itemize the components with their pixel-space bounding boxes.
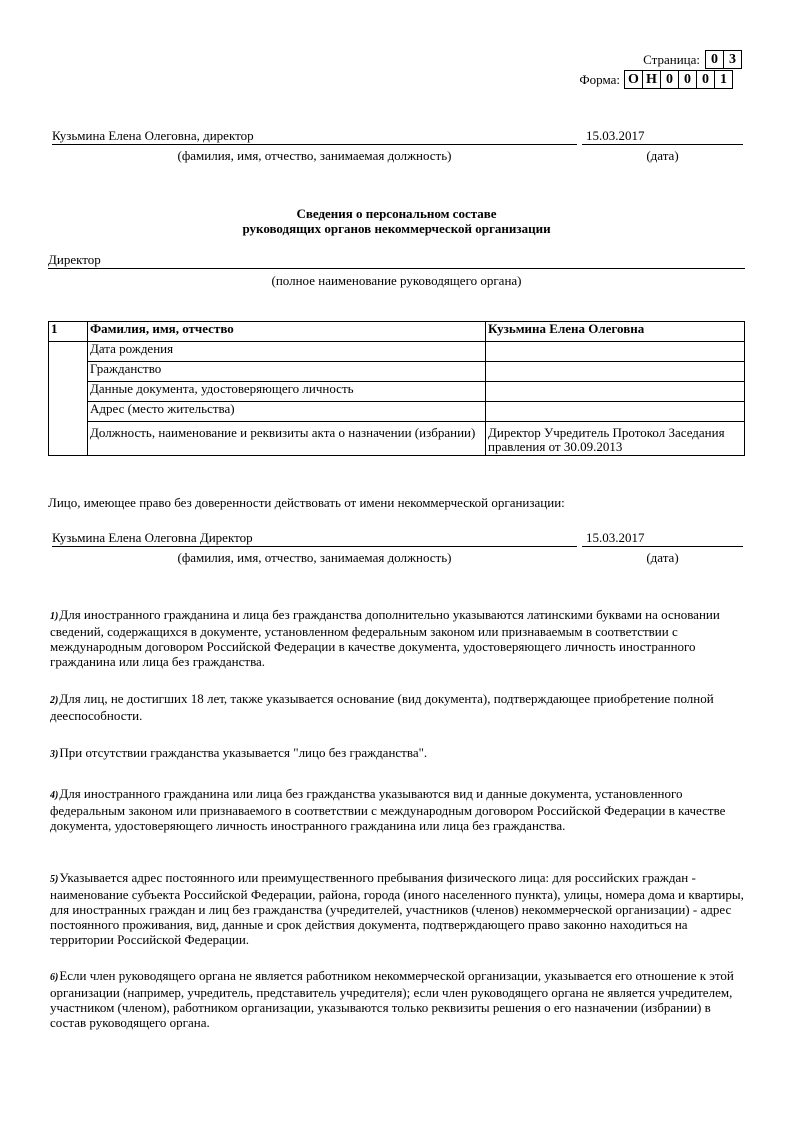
field-value: Кузьмина Елена Олеговна [486,322,745,342]
signatory-name-line [52,128,577,145]
authorized-date: 15.03.2017 [586,530,645,545]
signatory-date: 15.03.2017 [586,128,645,143]
footnote-3 [50,745,745,762]
authorized-intro: Лицо, имеющее право без доверенности действовать от имени некоммерческой организации: [48,495,565,510]
page-number-boxes [706,50,742,69]
footnote-text: Если член руководящего органа не является работником некоммерческой организации, указывается его отношение к этой организации (например, учредитель, представитель учредителя); если член руководящего органа не является учредителем, участником (членом), работником организации, указываются только реквизиты решения о его назначении (избрании) в состав руководящего органа. [50,968,734,1030]
field-value [486,342,745,362]
field-label: Должность, наименование и реквизиты акта о назначении (избрании) [88,422,486,456]
table-row [49,362,745,382]
footnote-text: Для иностранного гражданина или лица без гражданства указываются вид и данные документа, установленного федеральным законом или признаваемого в соответствии с международным договором Российской Федерации в качестве документа, удостоверяющего личность иностранного гражданина или лица без гражданства. [50,786,726,833]
field-label: Адрес (место жительства) [88,402,486,422]
footnote-text: При отсутствии гражданства указывается "лицо без гражданства". [59,745,428,760]
footnote-marker: 2) [50,695,59,706]
field-value: Директор Учредитель Протокол Заседания правления от 30.09.2013 [486,422,745,456]
table-row [49,402,745,422]
signatory-date-line [582,128,743,145]
document-title-line1: Сведения о персональном составе [296,206,497,221]
footnote-marker: 4) [50,790,59,801]
organ-name-line [48,252,745,269]
field-label: Дата рождения [88,342,486,362]
footnote-5 [50,870,745,947]
footnote-1 [50,607,745,669]
personnel-table [48,321,745,456]
table-row [49,322,745,342]
page-digit: 3 [723,50,742,69]
document-title [48,206,745,236]
field-label: Данные документа, удостоверяющего личность [88,382,486,402]
table-row [49,342,745,362]
table-row [49,382,745,402]
authorized-name-line [52,530,577,547]
signatory-date-caption: (дата) [646,148,679,163]
document-title-line2: руководящих органов некоммерческой организации [242,221,551,236]
footnote-marker: 6) [50,972,59,983]
footnote-marker: 3) [50,749,59,760]
authorized-name-caption: (фамилия, имя, отчество, занимаемая должность) [177,550,452,565]
organ-name: Директор [48,252,101,267]
page-label: Страница: [643,52,700,67]
footnote-6 [50,968,745,1030]
form-label: Форма: [579,72,620,87]
signatory-name-caption: (фамилия, имя, отчество, занимаемая должность) [177,148,452,163]
organ-caption: (полное наименование руководящего органа) [271,273,522,288]
field-value [486,362,745,382]
form-char: Н [642,70,661,89]
form-char: 1 [714,70,733,89]
footnote-marker: 1) [50,611,59,622]
form-char: О [624,70,643,89]
row-number-spacer [49,342,88,456]
footnote-2 [50,691,745,723]
table-row [49,422,745,456]
footnote-marker: 5) [50,874,59,885]
form-code-boxes [625,70,733,89]
form-char: 0 [678,70,697,89]
footnote-4 [50,786,745,833]
form-char: 0 [660,70,679,89]
form-char: 0 [696,70,715,89]
signatory-name: Кузьмина Елена Олеговна, директор [52,128,254,143]
field-label: Гражданство [88,362,486,382]
footnote-text: Для лиц, не достигших 18 лет, также указывается основание (вид документа), подтверждающее приобретение полной дееспособности. [50,691,714,723]
field-value [486,382,745,402]
authorized-date-line [582,530,743,547]
field-label: Фамилия, имя, отчество [88,322,486,342]
footnote-text: Указывается адрес постоянного или преимущественного пребывания физического лица: для российских граждан - наименование субъекта Российской Федерации, района, города (иного населенного пункта), улицы, номера дома и квартиры, для иностранных граждан и лиц без гражданства (учредителей, участников (членов) некоммерческой организации) - адрес постоянного проживания, вид, данные и срок действия документа, подтверждающего право законно находиться на территории Российской Федерации. [50,870,744,947]
authorized-date-caption: (дата) [646,550,679,565]
authorized-name: Кузьмина Елена Олеговна Директор [52,530,253,545]
row-number: 1 [49,322,88,342]
footnote-text: Для иностранного гражданина и лица без гражданства дополнительно указываются латинскими буквами на основании сведений, содержащихся в документе, установленном федеральным законом или признаваемым в соответствии с международным договором Российской Федерации в качестве документа, удостоверяющего личность иностранного гражданина или лица без гражданства. [50,607,720,669]
page-digit: 0 [705,50,724,69]
field-value [486,402,745,422]
